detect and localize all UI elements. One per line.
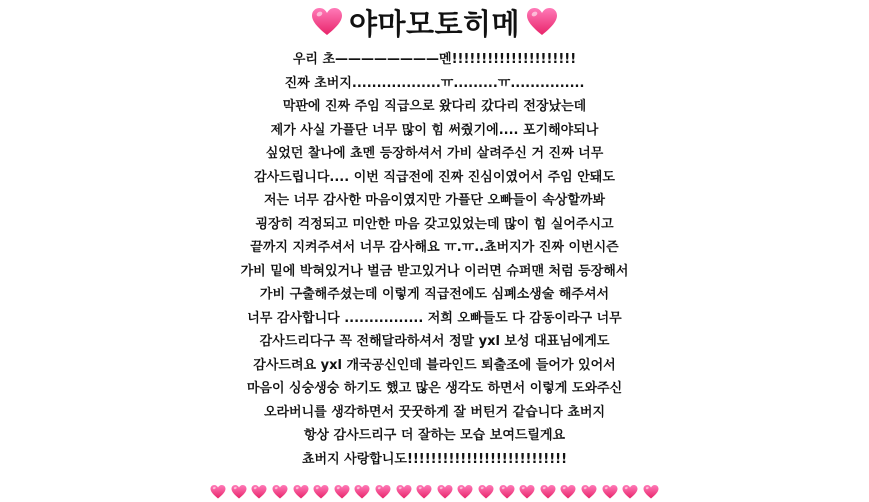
message-line: 제가 사실 가플단 너무 많이 힘 써줬기에.... 포기해야되나 — [270, 122, 599, 138]
pink-heart-icon — [540, 484, 556, 502]
message-line: 감사드립니다.... 이번 직급전에 진짜 진심이였어서 주임 안돼도 — [254, 169, 615, 185]
message-line: 저는 너무 감사한 마음이였지만 가플단 오빠들이 속상할까봐 — [263, 193, 606, 208]
pink-heart-icon — [231, 484, 247, 502]
pink-heart-icon — [375, 484, 391, 502]
message-line: 감사드려요 yxl 개국공신인데 블라인드 퇴출조에 들어가 있어서 — [253, 357, 616, 373]
pink-heart-icon — [251, 484, 267, 502]
pink-heart-icon — [622, 484, 638, 502]
pink-heart-icon — [396, 484, 412, 502]
pink-heart-icon — [457, 484, 473, 502]
pink-heart-icon — [526, 6, 558, 38]
message-line: 굉장히 걱정되고 미안한 마음 갖고있었는데 많이 힘 실어주시고 — [255, 216, 614, 232]
page-title: 야마모토히메 — [348, 6, 521, 41]
pink-heart-icon — [602, 484, 618, 502]
pink-heart-icon — [313, 484, 329, 502]
message-line: 끝까지 지켜주셔서 너무 감사해요 ㅠ.ㅠ..쵸버지가 진짜 이번시즌 — [250, 240, 619, 255]
message-line: 쵸버지 사랑합니도!!!!!!!!!!!!!!!!!!!!!!!!!!! — [301, 451, 568, 467]
message-line: 막판에 진짜 주임 직급으로 왔다리 갔다리 전장났는데 — [282, 99, 587, 114]
message-line: 마음이 싱숭생숭 하기도 했고 많은 생각도 하면서 이렇게 도와주신 — [246, 381, 623, 396]
pink-heart-icon — [643, 484, 659, 502]
pink-heart-icon — [519, 484, 535, 502]
message-line: 가비 밑에 박혀있거나 벌금 받고있거나 이러면 슈퍼맨 처럼 등장해서 — [240, 263, 629, 279]
pink-heart-icon — [334, 484, 350, 502]
pink-heart-icon — [560, 484, 576, 502]
message-line: 오라버니를 생각하면서 꿋꿋하게 잘 버틴거 같습니다 쵸버지 — [263, 404, 606, 420]
pink-heart-icon — [272, 484, 288, 502]
message-body — [0, 48, 869, 471]
message-line: 감사드리다구 꼭 전해달라하셔서 정말 yxl 보성 대표님에게도 — [259, 334, 610, 349]
message-line: 가비 구출해주셨는데 이렇게 직급전에도 심폐소생술 해주셔서 — [259, 287, 610, 302]
pink-heart-icon — [210, 484, 226, 502]
footer-heart-row — [0, 484, 869, 502]
message-line: 진짜 초버지..................ㅠ.........ㅠ............... — [284, 75, 585, 91]
pink-heart-icon — [581, 484, 597, 502]
pink-heart-icon — [293, 484, 309, 502]
pink-heart-icon — [499, 484, 515, 502]
message-line: 항상 감사드리구 더 잘하는 모습 보여드릴게요 — [303, 428, 566, 443]
pink-heart-icon — [311, 6, 343, 38]
message-line: 싶었던 찰나에 쵸멘 등장하셔서 가비 살려주신 거 진짜 너무 — [265, 146, 604, 161]
pink-heart-icon — [437, 484, 453, 502]
message-line: 너무 감사합니다 ................ 저희 오빠들도 다 감동이라구 너무 — [247, 310, 622, 326]
pink-heart-icon — [354, 484, 370, 502]
pink-heart-icon — [478, 484, 494, 502]
message-line: 우리 초————————멘!!!!!!!!!!!!!!!!!!!!! — [292, 52, 577, 67]
pink-heart-icon — [416, 484, 432, 502]
title-row — [0, 0, 869, 44]
